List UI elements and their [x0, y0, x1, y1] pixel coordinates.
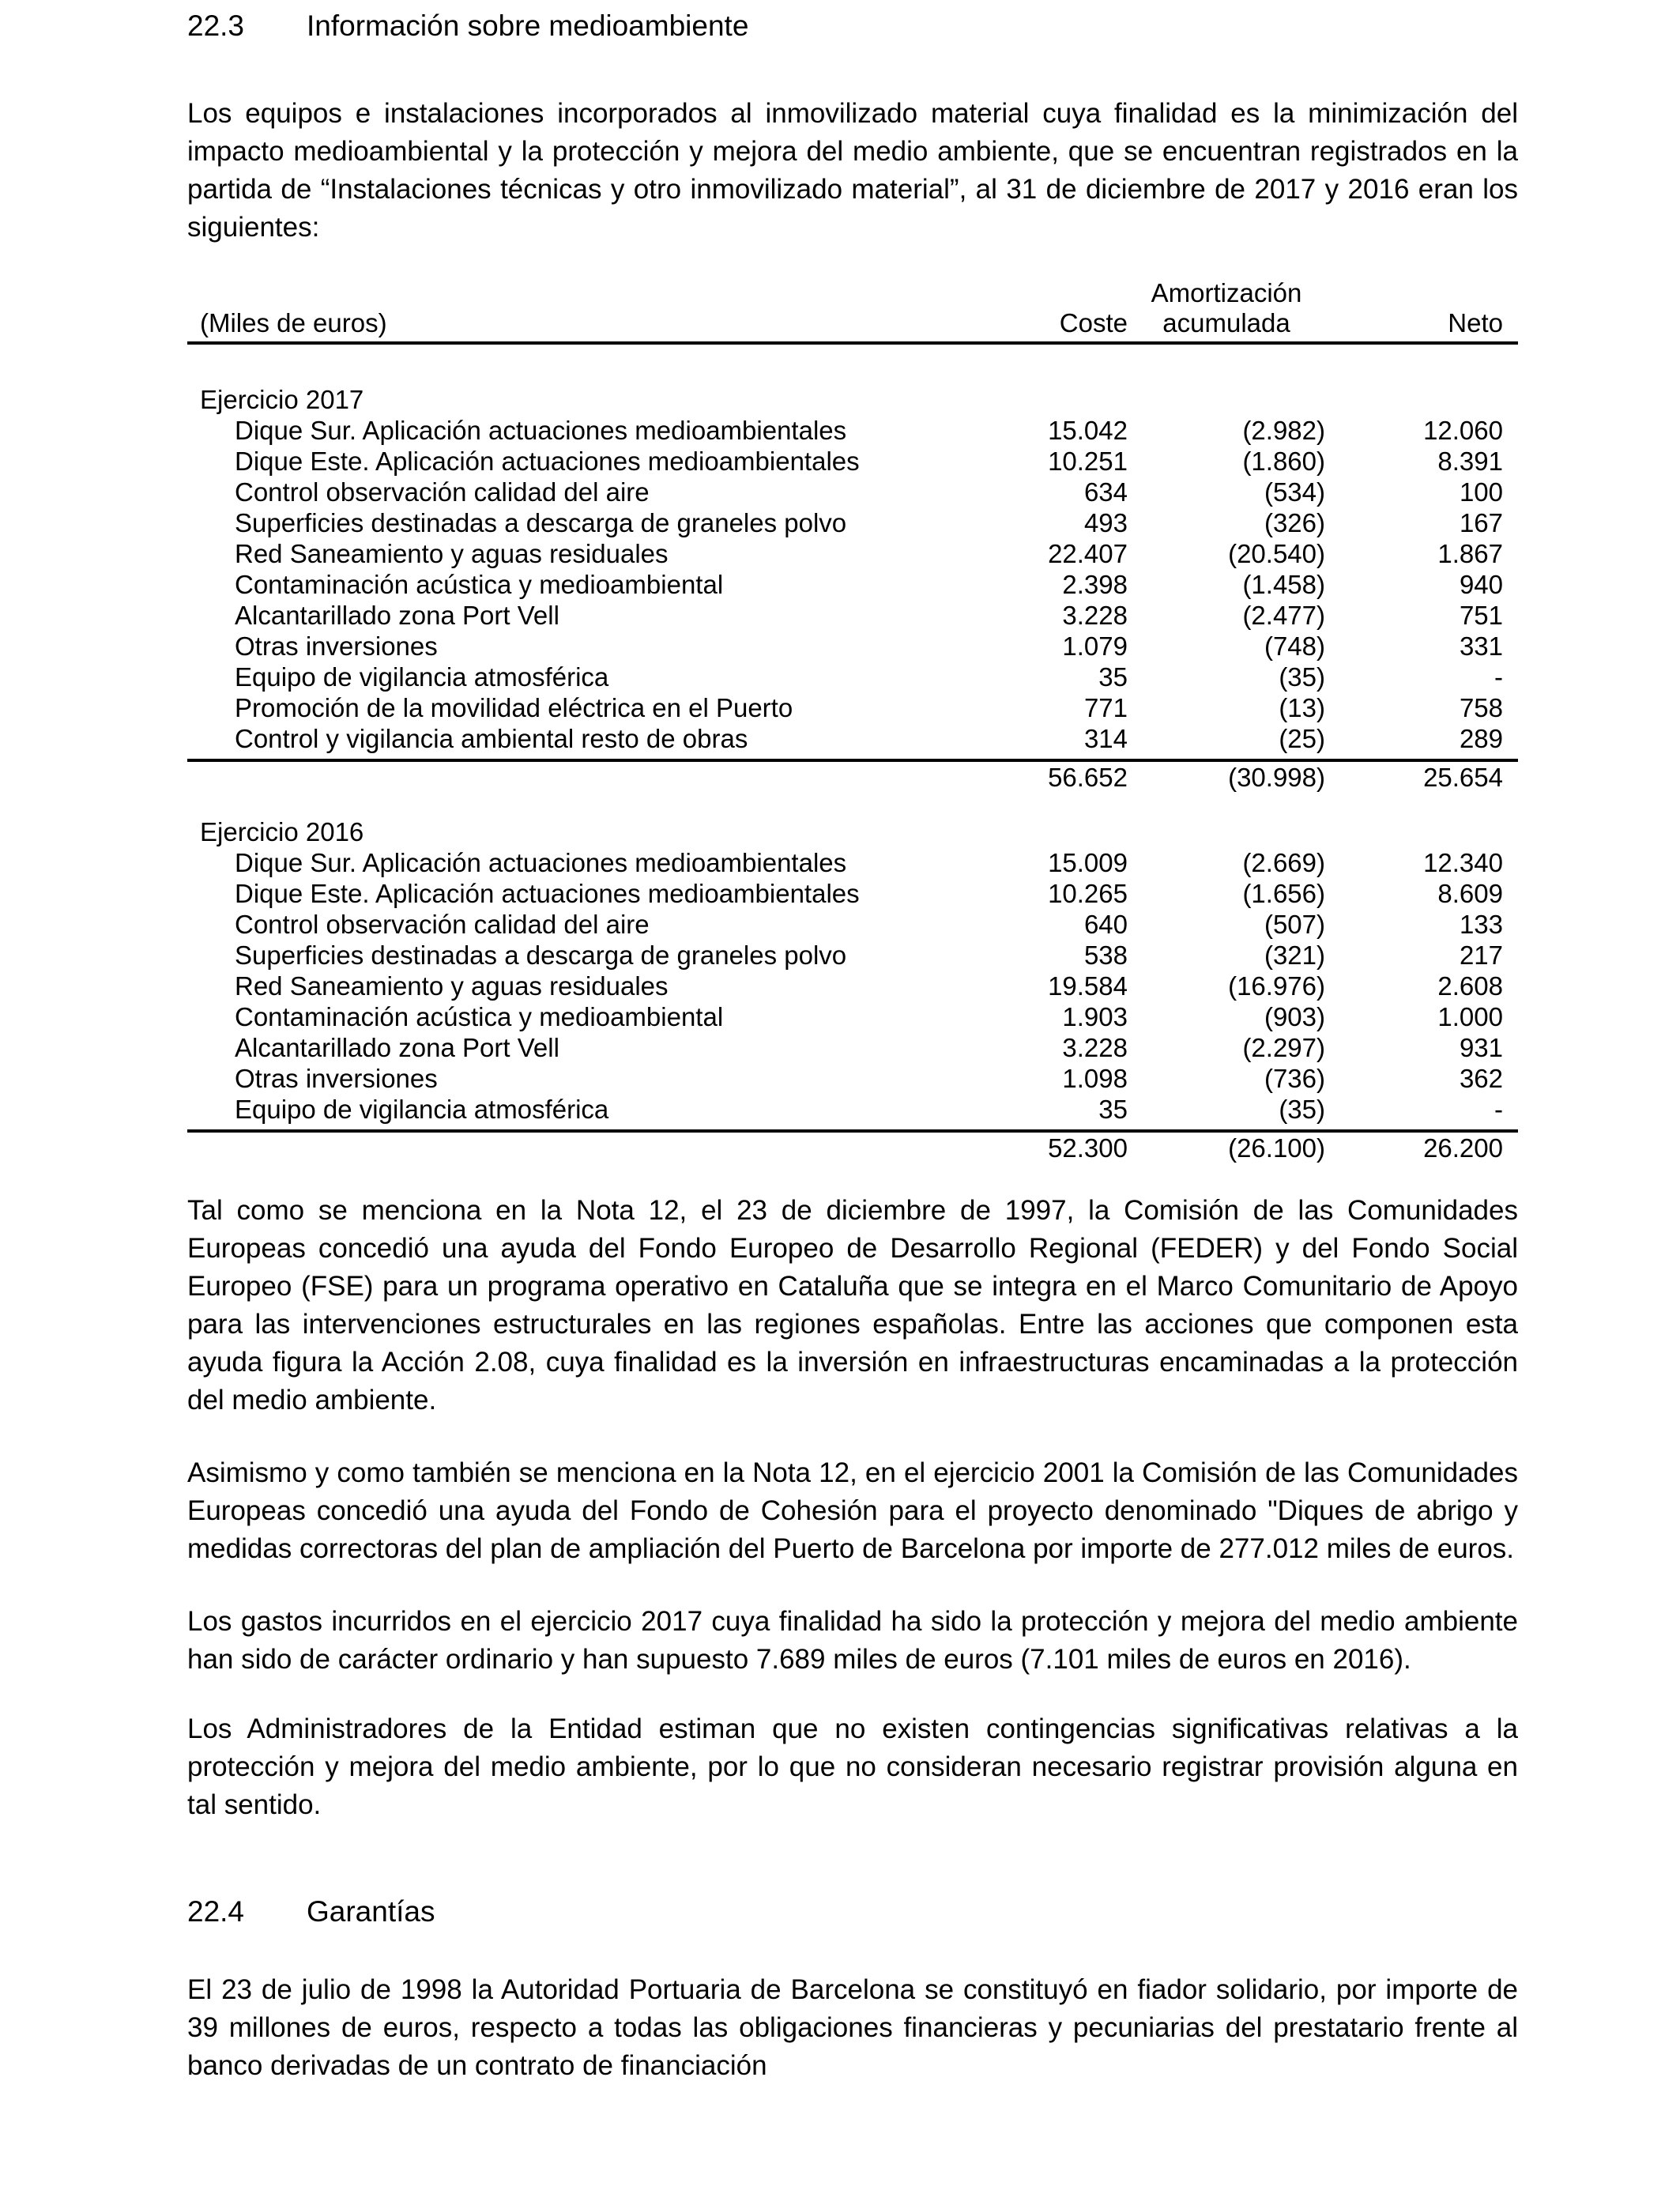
table-row: [187, 1094, 1518, 1125]
row-concept: Alcantarillado zona Port Vell: [235, 1033, 559, 1062]
section-title: Información sobre medioambiente: [307, 9, 749, 42]
total-row-2016: [187, 1133, 1518, 1163]
table-header-row: [187, 278, 1518, 345]
cell-amortizacion: (35): [1279, 1095, 1325, 1124]
table-row: [187, 1032, 1518, 1063]
total-row-2017: [187, 762, 1518, 793]
cell-neto: 331: [1459, 631, 1503, 661]
cell-amortizacion: (2.297): [1242, 1033, 1325, 1062]
section-heading-22-4: [187, 1894, 1518, 1930]
cell-amortizacion: (1.656): [1242, 879, 1325, 908]
cell-neto: 100: [1459, 477, 1503, 507]
table-row: [187, 446, 1518, 477]
paragraph-administradores: Los Administradores de la Entidad estiman que no existen contingencias significativas relativas a la protección y mejora del medio ambiente, por lo que no consideran necesario registrar provisión alguna en tal sentido.: [187, 1713, 1518, 1820]
cell-amortizacion: (534): [1264, 477, 1325, 507]
cell-amortizacion: (35): [1279, 662, 1325, 692]
col-header-amortizacion: [1128, 278, 1325, 338]
cell-coste: 493: [1083, 508, 1128, 537]
row-concept: Superficies destinadas a descarga de graneles polvo: [235, 508, 847, 537]
cell-neto: 12.060: [1423, 416, 1503, 445]
environment-table: [187, 278, 1518, 1163]
cell-coste: 35: [1098, 1095, 1128, 1124]
cell-coste: 15.009: [1048, 848, 1128, 877]
table-row: [187, 1001, 1518, 1032]
cell-coste: 1.903: [1062, 1002, 1128, 1031]
paragraph-feder: Tal como se menciona en la Nota 12, el 23 de diciembre de 1997, la Comisión de las Comunidades Europeas concedió una ayuda del Fondo Europeo de Desarrollo Regional (FEDER) y del Fondo Social Europeo (FSE) para un programa operativo en Cataluña que se integra en el Marco Comunitario de Apoyo para las intervenciones estructurales en las regiones españolas. Entre las acciones que componen esta ayuda figura la Acción 2.08, cuya finalidad es la inversión en infraestructuras encaminadas a la protección del medio ambiente.: [187, 1195, 1518, 1416]
paragraph-garantias: El 23 de julio de 1998 la Autoridad Portuaria de Barcelona se constituyó en fiador solidario, por importe de 39 millones de euros, respecto a todas las obligaciones financieras y pecuniarias del prestatario frente al banco derivadas de un contrato de financiación: [187, 1974, 1518, 2081]
cell-coste: 1.079: [1062, 631, 1128, 661]
cell-coste: 1.098: [1062, 1064, 1128, 1093]
row-concept: Otras inversiones: [235, 1064, 438, 1093]
table-row: [187, 569, 1518, 600]
cell-coste: 3.228: [1062, 1033, 1128, 1062]
cell-neto: 2.608: [1437, 971, 1503, 1001]
cell-coste: 640: [1083, 910, 1128, 939]
table-row: [187, 600, 1518, 631]
cell-amortizacion: (2.477): [1242, 601, 1325, 630]
cell-coste: 3.228: [1062, 601, 1128, 630]
cell-coste: 15.042: [1048, 416, 1128, 445]
table-row: [187, 723, 1518, 754]
cell-coste: 35: [1098, 662, 1128, 692]
cell-coste: 314: [1083, 724, 1128, 753]
cell-amortizacion: (16.976): [1228, 971, 1325, 1001]
cell-coste: 10.265: [1048, 879, 1128, 908]
table-row: [187, 940, 1518, 971]
total-amortizacion: (30.998): [1228, 763, 1325, 792]
row-concept: Dique Este. Aplicación actuaciones medioambientales: [235, 879, 860, 908]
cell-neto: 931: [1459, 1033, 1503, 1062]
table-row: [187, 909, 1518, 940]
cell-neto: 133: [1459, 910, 1503, 939]
section-heading-22-3: [187, 8, 1518, 44]
cell-amortizacion: (2.669): [1242, 848, 1325, 877]
cell-coste: 771: [1083, 693, 1128, 722]
col-header-coste: Coste: [1059, 308, 1128, 337]
cell-neto: 940: [1459, 570, 1503, 599]
table-row: [187, 692, 1518, 723]
section-number: 22.3: [187, 9, 245, 42]
cell-neto: 8.609: [1437, 879, 1503, 908]
table-row: [187, 538, 1518, 569]
row-concept: Dique Sur. Aplicación actuaciones medioambientales: [235, 848, 847, 877]
table-row: [187, 631, 1518, 662]
cell-amortizacion: (903): [1264, 1002, 1325, 1031]
cell-coste: 19.584: [1048, 971, 1128, 1001]
total-coste: 52.300: [1048, 1133, 1128, 1163]
col-header-amortizacion-line2: acumulada: [1162, 308, 1290, 337]
cell-neto: -: [1494, 1095, 1503, 1124]
cell-neto: 8.391: [1437, 447, 1503, 476]
table-row: [187, 1063, 1518, 1094]
table-row: [187, 662, 1518, 692]
row-concept: Alcantarillado zona Port Vell: [235, 601, 559, 630]
row-concept: Control y vigilancia ambiental resto de obras: [235, 724, 748, 753]
cell-neto: 362: [1459, 1064, 1503, 1093]
cell-amortizacion: (326): [1264, 508, 1325, 537]
cell-coste: 22.407: [1048, 539, 1128, 568]
row-concept: Red Saneamiento y aguas residuales: [235, 971, 669, 1001]
table-row: [187, 847, 1518, 878]
table-row: [187, 507, 1518, 538]
cell-neto: 217: [1459, 941, 1503, 970]
table-row: [187, 878, 1518, 909]
section-label-2016: Ejercicio 2016: [200, 817, 364, 846]
cell-amortizacion: (25): [1279, 724, 1325, 753]
paragraph-intro: Los equipos e instalaciones incorporados al inmovilizado material cuya finalidad es la minimización del impacto medioambiental y la protección y mejora del medio ambiente, que se encuentran registrados en la partida de “Instalaciones técnicas y otro inmovilizado material”, al 31 de diciembre de 2017 y 2016 eran los siguientes:: [187, 98, 1518, 243]
col-header-amortizacion-line1: Amortización: [1151, 278, 1302, 307]
table-unit-label: (Miles de euros): [200, 308, 387, 337]
cell-neto: -: [1494, 662, 1503, 692]
table-row: [187, 477, 1518, 507]
cell-neto: 289: [1459, 724, 1503, 753]
table-section-label-row: [187, 816, 1518, 847]
row-concept: Promoción de la movilidad eléctrica en el Puerto: [235, 693, 793, 722]
cell-coste: 10.251: [1048, 447, 1128, 476]
section-label-2017: Ejercicio 2017: [200, 385, 364, 414]
cell-amortizacion: (13): [1279, 693, 1325, 722]
cell-neto: 1.867: [1437, 539, 1503, 568]
row-concept: Control observación calidad del aire: [235, 477, 650, 507]
cell-coste: 634: [1083, 477, 1128, 507]
row-concept: Red Saneamiento y aguas residuales: [235, 539, 669, 568]
cell-neto: 167: [1459, 508, 1503, 537]
cell-coste: 538: [1083, 941, 1128, 970]
cell-coste: 2.398: [1062, 570, 1128, 599]
cell-neto: 12.340: [1423, 848, 1503, 877]
table-section-label-row: [187, 384, 1518, 415]
total-coste: 56.652: [1048, 763, 1128, 792]
cell-amortizacion: (1.458): [1242, 570, 1325, 599]
table-row: [187, 971, 1518, 1001]
col-header-neto: Neto: [1448, 308, 1503, 337]
cell-neto: 1.000: [1437, 1002, 1503, 1031]
section-title: Garantías: [307, 1895, 435, 1928]
cell-amortizacion: (507): [1264, 910, 1325, 939]
paragraph-cohesion: Asimismo y como también se menciona en la Nota 12, en el ejercicio 2001 la Comisión de las Comunidades Europeas concedió una ayuda del Fondo de Cohesión para el proyecto denominado "Diques de abrigo y medidas correctoras del plan de ampliación del Puerto de Barcelona por importe de 277.012 miles de euros.: [187, 1457, 1518, 1564]
total-amortizacion: (26.100): [1228, 1133, 1325, 1163]
row-concept: Contaminación acústica y medioambiental: [235, 570, 724, 599]
cell-amortizacion: (20.540): [1228, 539, 1325, 568]
row-concept: Superficies destinadas a descarga de graneles polvo: [235, 941, 847, 970]
cell-amortizacion: (2.982): [1242, 416, 1325, 445]
cell-amortizacion: (748): [1264, 631, 1325, 661]
row-concept: Equipo de vigilancia atmosférica: [235, 1095, 609, 1124]
row-concept: Dique Sur. Aplicación actuaciones medioambientales: [235, 416, 847, 445]
cell-amortizacion: (1.860): [1242, 447, 1325, 476]
total-neto: 26.200: [1423, 1133, 1503, 1163]
total-neto: 25.654: [1423, 763, 1503, 792]
row-concept: Otras inversiones: [235, 631, 438, 661]
cell-amortizacion: (736): [1264, 1064, 1325, 1093]
row-concept: Control observación calidad del aire: [235, 910, 650, 939]
section-number: 22.4: [187, 1895, 245, 1928]
table-row: [187, 415, 1518, 446]
cell-neto: 758: [1459, 693, 1503, 722]
row-concept: Dique Este. Aplicación actuaciones medioambientales: [235, 447, 860, 476]
cell-neto: 751: [1459, 601, 1503, 630]
paragraph-gastos: Los gastos incurridos en el ejercicio 2017 cuya finalidad ha sido la protección y mejora del medio ambiente han sido de carácter ordinario y han supuesto 7.689 miles de euros (7.101 miles de euros en 2016).: [187, 1606, 1518, 1675]
row-concept: Equipo de vigilancia atmosférica: [235, 662, 609, 692]
cell-amortizacion: (321): [1264, 941, 1325, 970]
row-concept: Contaminación acústica y medioambiental: [235, 1002, 724, 1031]
